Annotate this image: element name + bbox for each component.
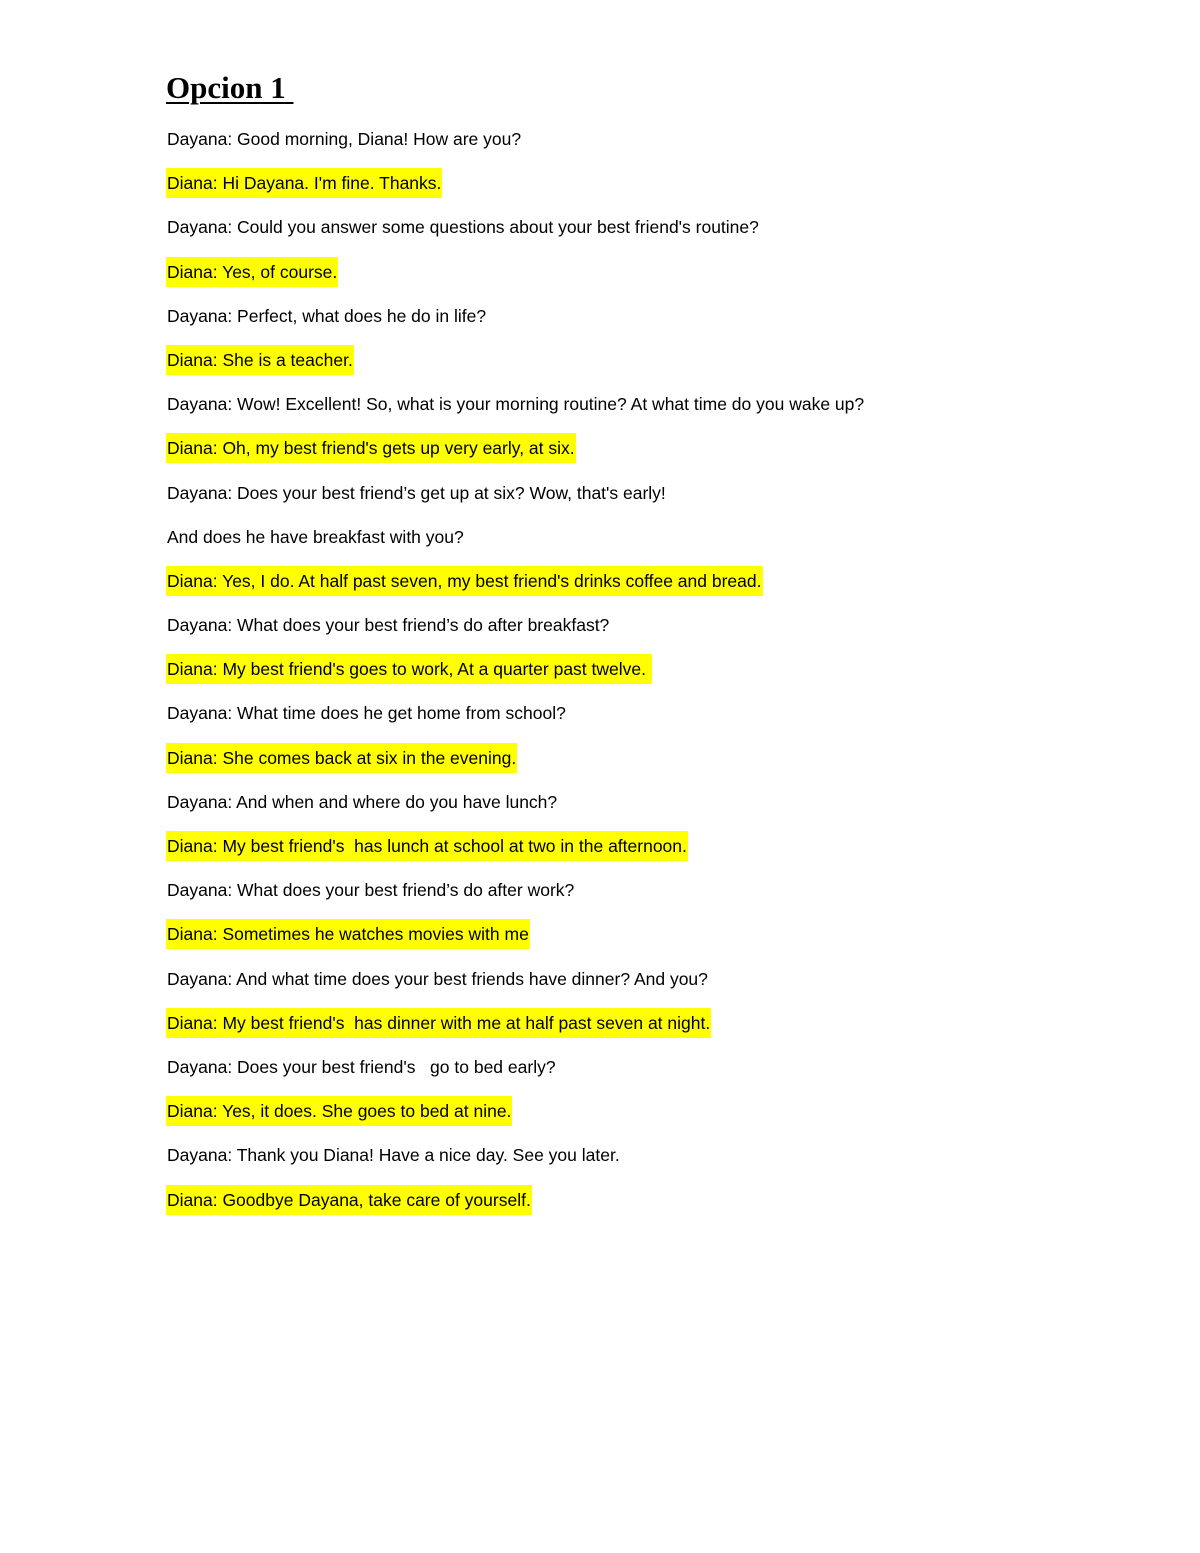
dialogue-line-highlighted bbox=[166, 345, 1126, 389]
dialogue-line bbox=[166, 1052, 1126, 1096]
dialogue-line-highlighted bbox=[166, 168, 1126, 212]
dialogue-line bbox=[166, 301, 1126, 345]
dialogue-line-highlighted bbox=[166, 1096, 1126, 1140]
dialogue-line-highlighted bbox=[166, 743, 1126, 787]
dialogue-line bbox=[166, 522, 1126, 566]
dialogue-line bbox=[166, 698, 1126, 742]
dialogue-line-text: Diana: Sometimes he watches movies with me bbox=[166, 919, 530, 949]
dialogue-line-text: Diana: Oh, my best friend's gets up very early, at six. bbox=[166, 433, 576, 463]
dialogue-line-text: Diana: My best friend's goes to work, At a quarter past twelve. bbox=[166, 654, 652, 684]
dialogue-line bbox=[166, 478, 1126, 522]
dialogue-line-text: Diana: She comes back at six in the evening. bbox=[166, 743, 517, 773]
dialogue-line bbox=[166, 1140, 1126, 1184]
dialogue-line-highlighted bbox=[166, 433, 1126, 477]
dialogue-line bbox=[166, 610, 1126, 654]
dialogue-line-highlighted bbox=[166, 831, 1126, 875]
dialogue-line-text: Diana: Yes, of course. bbox=[166, 257, 338, 287]
dialogue-line-text: Diana: Yes, I do. At half past seven, my best friend's drinks coffee and bread. bbox=[166, 566, 763, 596]
dialogue-line-highlighted bbox=[166, 257, 1126, 301]
dialogue-line-text: Dayana: What time does he get home from school? bbox=[167, 703, 566, 724]
dialogue-list bbox=[166, 124, 1126, 1229]
dialogue-line-text: Dayana: Does your best friend's go to bed early? bbox=[167, 1056, 556, 1077]
dialogue-line-text: Diana: She is a teacher. bbox=[166, 345, 354, 375]
dialogue-line-text: Dayana: Does your best friend’s get up at six? Wow, that's early! bbox=[167, 482, 666, 503]
dialogue-line-text: Dayana: What does your best friend’s do after work? bbox=[167, 880, 575, 901]
document-title: Opcion 1 bbox=[166, 70, 294, 105]
dialogue-line-text: Dayana: Could you answer some questions about your best friend's routine? bbox=[167, 217, 759, 238]
dialogue-line bbox=[166, 964, 1126, 1008]
dialogue-line bbox=[166, 389, 1126, 433]
dialogue-line-highlighted bbox=[166, 654, 1126, 698]
dialogue-line-text: Diana: My best friend's has dinner with me at half past seven at night. bbox=[166, 1008, 711, 1038]
dialogue-line-highlighted bbox=[166, 1008, 1126, 1052]
dialogue-line-highlighted bbox=[166, 566, 1126, 610]
dialogue-line-text: Diana: Hi Dayana. I'm fine. Thanks. bbox=[166, 168, 442, 198]
dialogue-line-text: Dayana: Thank you Diana! Have a nice day. See you later. bbox=[167, 1145, 620, 1166]
dialogue-line-text: Dayana: Wow! Excellent! So, what is your morning routine? At what time do you wake up? bbox=[167, 394, 865, 415]
dialogue-line-text: Diana: Yes, it does. She goes to bed at nine. bbox=[166, 1096, 512, 1126]
dialogue-line-text: Dayana: What does your best friend’s do after breakfast? bbox=[167, 615, 610, 636]
dialogue-line bbox=[166, 787, 1126, 831]
dialogue-line-text: Dayana: And what time does your best friends have dinner? And you? bbox=[167, 968, 708, 989]
dialogue-line-highlighted bbox=[166, 919, 1126, 963]
dialogue-line-text: Diana: My best friend's has lunch at school at two in the afternoon. bbox=[166, 831, 688, 861]
dialogue-line-text: Dayana: Good morning, Diana! How are you? bbox=[167, 129, 522, 149]
dialogue-line-highlighted bbox=[166, 1185, 1126, 1229]
dialogue-line-text: Dayana: And when and where do you have lunch? bbox=[167, 791, 558, 812]
dialogue-line-text: Dayana: Perfect, what does he do in life? bbox=[167, 305, 487, 326]
dialogue-line bbox=[166, 212, 1126, 256]
dialogue-line-text: Diana: Goodbye Dayana, take care of yourself. bbox=[166, 1185, 532, 1215]
dialogue-line bbox=[166, 124, 1126, 168]
dialogue-line-text: And does he have breakfast with you? bbox=[167, 526, 464, 547]
dialogue-line bbox=[166, 875, 1126, 919]
